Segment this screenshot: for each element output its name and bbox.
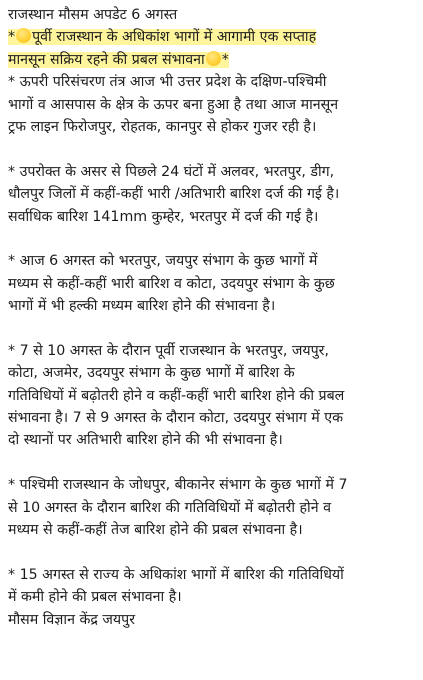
paragraph-line: * 15 अगस्त से राज्य के अधिकांश भागों में बारिश की गतिविधियों xyxy=(8,566,344,583)
highlight-line-1 xyxy=(8,26,417,48)
paragraph-line: कोटा, अजमेर, उदयपुर संभाग के कुछ भागों में बारिश के xyxy=(8,365,295,382)
paragraph-line: मध्यम से कहीं-कहीं भारी बारिश व कोटा, उदयपुर संभाग के कुछ xyxy=(8,275,335,292)
highlight-text-2: मानसून सक्रिय रहने की प्रबल संभावना xyxy=(8,51,205,68)
paragraph-line: संभावना है। 7 से 9 अगस्त के दौरान कोटा, उदयपुर संभाग में एक xyxy=(8,410,343,427)
paragraph-gap xyxy=(8,452,417,474)
paragraph-line: मध्यम से कहीं-कहीं तेज बारिश होने की प्रबल संभावना है। xyxy=(8,521,303,538)
sun-emoji-icon xyxy=(206,51,221,66)
signature: मौसम विज्ञान केंद्र जयपुर xyxy=(8,611,136,628)
paragraph-gap xyxy=(8,138,417,160)
paragraph-gap xyxy=(8,317,417,339)
paragraph-line: से 10 अगस्त के दौरान बारिश की गतिविधियों में बढ़ोतरी होने व xyxy=(8,499,332,516)
paragraph-line: भागों व आसपास के क्षेत्र के ऊपर बना हुआ है तथा आज मानसून xyxy=(8,96,339,113)
paragraph-line: धौलपुर जिलों में कहीं-कहीं भारी /अतिभारी बारिश दर्ज की गई है। xyxy=(8,186,340,203)
paragraph-line: * उपरोक्त के असर से पिछले 24 घंटों में अलवर, भरतपुर, डीग, xyxy=(8,163,335,180)
highlight-text-1: पूर्वी राजस्थान के अधिकांश भागों में आगामी एक सप्ताह xyxy=(32,29,317,46)
paragraph-line: भागों में भी हल्की मध्यम बारिश होने की संभावना है। xyxy=(8,298,276,315)
post-title: राजस्थान मौसम अपडेट 6 अगस्त xyxy=(8,7,178,23)
paragraph-gap xyxy=(8,541,417,563)
asterisk-marker: * xyxy=(8,29,16,46)
paragraph-line: गतिविधियों में बढ़ोतरी होने व कहीं-कहीं भारी बारिश होने की प्रबल xyxy=(8,387,345,404)
paragraph-gap xyxy=(8,228,417,250)
highlight-line-2 xyxy=(8,49,417,71)
paragraph-line: दो स्थानों पर अतिभारी बारिश होने की भी संभावना है। xyxy=(8,432,283,449)
sun-emoji-icon xyxy=(16,28,31,43)
paragraph-line: सर्वाधिक बारिश 141mm कुम्हेर, भरतपुर में दर्ज की गई है। xyxy=(8,208,319,225)
asterisk-marker: * xyxy=(221,51,229,68)
paragraph-line: * पश्चिमी राजस्थान के जोधपुर, बीकानेर संभाग के कुछ भागों में 7 xyxy=(8,477,348,494)
paragraph-line: * ऊपरी परिसंचरण तंत्र आज भी उत्तर प्रदेश के दक्षिण-पश्चिमी xyxy=(8,74,327,91)
paragraph-line: * आज 6 अगस्त को भरतपुर, जयपुर संभाग के कुछ भागों में xyxy=(8,253,318,270)
paragraph-line: * 7 से 10 अगस्त के दौरान पूर्वी राजस्थान के भरतपुर, जयपुर, xyxy=(8,342,329,359)
paragraph-line: में कमी होने की प्रबल संभावना है। xyxy=(8,589,182,606)
paragraph-line: ट्रफ लाइन फिरोजपुर, रोहतक, कानपुर से होकर गुजर रही है। xyxy=(8,118,317,135)
